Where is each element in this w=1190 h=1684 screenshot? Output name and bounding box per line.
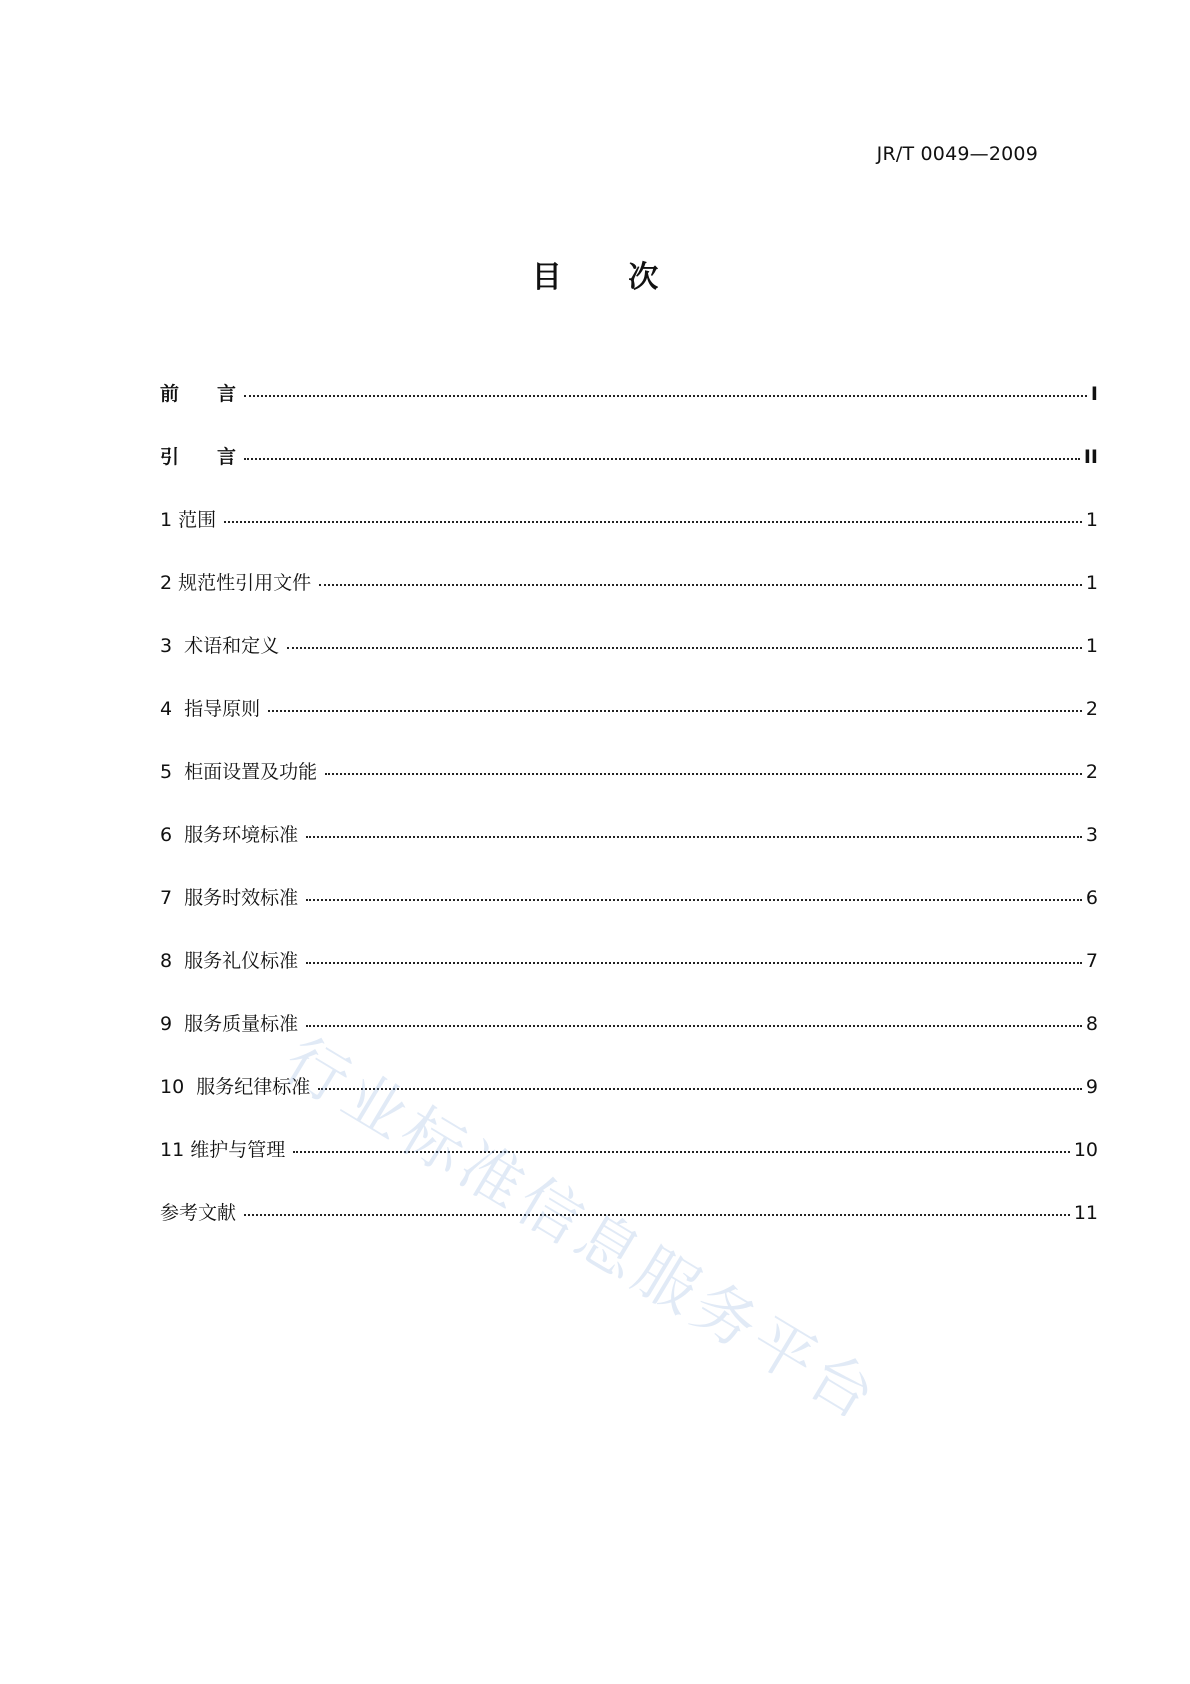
toc-entry[interactable] (160, 445, 1098, 508)
toc-entry[interactable] (160, 760, 1098, 823)
toc-entry-label: 11 维护与管理 (160, 1139, 286, 1161)
toc-entry[interactable] (160, 571, 1098, 634)
toc-entry-label: 7 服务时效标准 (160, 887, 299, 909)
toc-entry[interactable] (160, 886, 1098, 949)
toc-entry-label: 2 规范性引用文件 (160, 572, 312, 594)
toc-entry-page: I (1090, 383, 1098, 405)
table-of-contents (160, 382, 1098, 1264)
document-code: JR/T 0049—2009 (876, 143, 1038, 165)
toc-entry-label: 前 言 (160, 383, 237, 405)
dot-leader (306, 962, 1082, 964)
dot-leader (293, 1151, 1070, 1153)
dot-leader (325, 773, 1082, 775)
toc-entry-page: 11 (1073, 1202, 1098, 1224)
dot-leader (306, 899, 1082, 901)
toc-entry-page: 2 (1085, 761, 1098, 783)
toc-entry[interactable] (160, 823, 1098, 886)
dot-leader (268, 710, 1082, 712)
toc-entry-label: 参考文献 (160, 1202, 237, 1224)
dot-leader (319, 584, 1082, 586)
toc-entry[interactable] (160, 382, 1098, 445)
toc-entry-page: 8 (1085, 1013, 1098, 1035)
toc-entry-page: 7 (1085, 950, 1098, 972)
toc-entry[interactable] (160, 508, 1098, 571)
toc-entry-page: 6 (1085, 887, 1098, 909)
toc-entry-page: 1 (1085, 572, 1098, 594)
dot-leader (318, 1088, 1082, 1090)
watermark: 行业标准信息服务平台 (271, 1023, 893, 1436)
toc-entry-label: 10 服务纪律标准 (160, 1076, 311, 1098)
toc-entry-page: 10 (1073, 1139, 1098, 1161)
dot-leader (306, 1025, 1082, 1027)
toc-entry-page: 2 (1085, 698, 1098, 720)
toc-entry[interactable] (160, 1075, 1098, 1138)
toc-entry-label: 8 服务礼仪标准 (160, 950, 299, 972)
toc-entry[interactable] (160, 1012, 1098, 1075)
page-title: 目 次 (531, 260, 687, 295)
toc-entry-page: II (1083, 446, 1098, 468)
toc-entry-label: 3 术语和定义 (160, 635, 280, 657)
toc-entry[interactable] (160, 697, 1098, 760)
dot-leader (244, 395, 1087, 397)
dot-leader (306, 836, 1082, 838)
toc-entry[interactable] (160, 1201, 1098, 1264)
toc-entry-page: 1 (1085, 509, 1098, 531)
dot-leader (224, 521, 1082, 523)
toc-entry-label: 1 范围 (160, 509, 217, 531)
toc-entry-label: 6 服务环境标准 (160, 824, 299, 846)
toc-entry-page: 1 (1085, 635, 1098, 657)
dot-leader (287, 647, 1082, 649)
toc-entry-page: 9 (1085, 1076, 1098, 1098)
toc-entry[interactable] (160, 634, 1098, 697)
toc-entry-label: 4 指导原则 (160, 698, 261, 720)
dot-leader (244, 458, 1080, 460)
toc-entry[interactable] (160, 949, 1098, 1012)
toc-entry-label: 5 柜面设置及功能 (160, 761, 318, 783)
dot-leader (244, 1214, 1070, 1216)
toc-entry-label: 9 服务质量标准 (160, 1013, 299, 1035)
toc-entry-page: 3 (1085, 824, 1098, 846)
toc-entry[interactable] (160, 1138, 1098, 1201)
toc-entry-label: 引 言 (160, 446, 237, 468)
